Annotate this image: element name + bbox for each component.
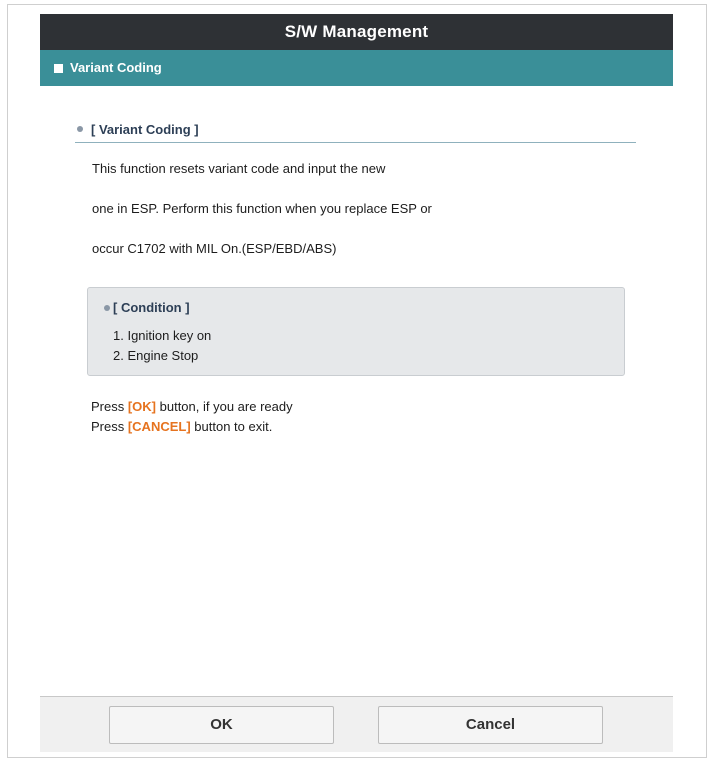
instruction-ok bbox=[91, 399, 293, 414]
description-line-1: This function resets variant code and input the new bbox=[92, 161, 386, 176]
content-area bbox=[40, 86, 673, 696]
condition-box bbox=[87, 287, 625, 376]
ok-button[interactable]: OK bbox=[109, 706, 334, 744]
instruction-cancel-prefix: Press bbox=[91, 419, 128, 434]
description-line-3: occur C1702 with MIL On.(ESP/EBD/ABS) bbox=[92, 241, 337, 256]
cancel-key-highlight: [CANCEL] bbox=[127, 419, 191, 434]
variant-coding-header bbox=[40, 50, 673, 86]
description-line-2: one in ESP. Perform this function when you replace ESP or bbox=[92, 201, 432, 216]
sw-management-dialog bbox=[40, 14, 673, 751]
square-bullet-icon bbox=[54, 64, 63, 73]
section-heading bbox=[75, 116, 636, 143]
instruction-ok-prefix: Press bbox=[91, 399, 128, 414]
condition-item-1: 1. Ignition key on bbox=[113, 328, 212, 343]
bullet-dot-icon bbox=[104, 305, 110, 311]
cancel-button[interactable]: Cancel bbox=[378, 706, 603, 744]
instruction-cancel-suffix: button to exit. bbox=[190, 419, 273, 434]
button-bar bbox=[40, 696, 673, 752]
dialog-title: S/W Management bbox=[40, 14, 673, 50]
ok-key-highlight: [OK] bbox=[127, 399, 157, 414]
section-heading-label: [ Variant Coding ] bbox=[91, 121, 199, 137]
condition-item-2: 2. Engine Stop bbox=[113, 348, 199, 363]
variant-coding-header-label: Variant Coding bbox=[70, 60, 162, 75]
bullet-dot-icon bbox=[77, 126, 83, 132]
condition-heading bbox=[101, 300, 190, 315]
condition-heading-label: [ Condition ] bbox=[113, 300, 190, 315]
instruction-cancel bbox=[91, 419, 272, 434]
instruction-ok-suffix: button, if you are ready bbox=[156, 399, 293, 414]
